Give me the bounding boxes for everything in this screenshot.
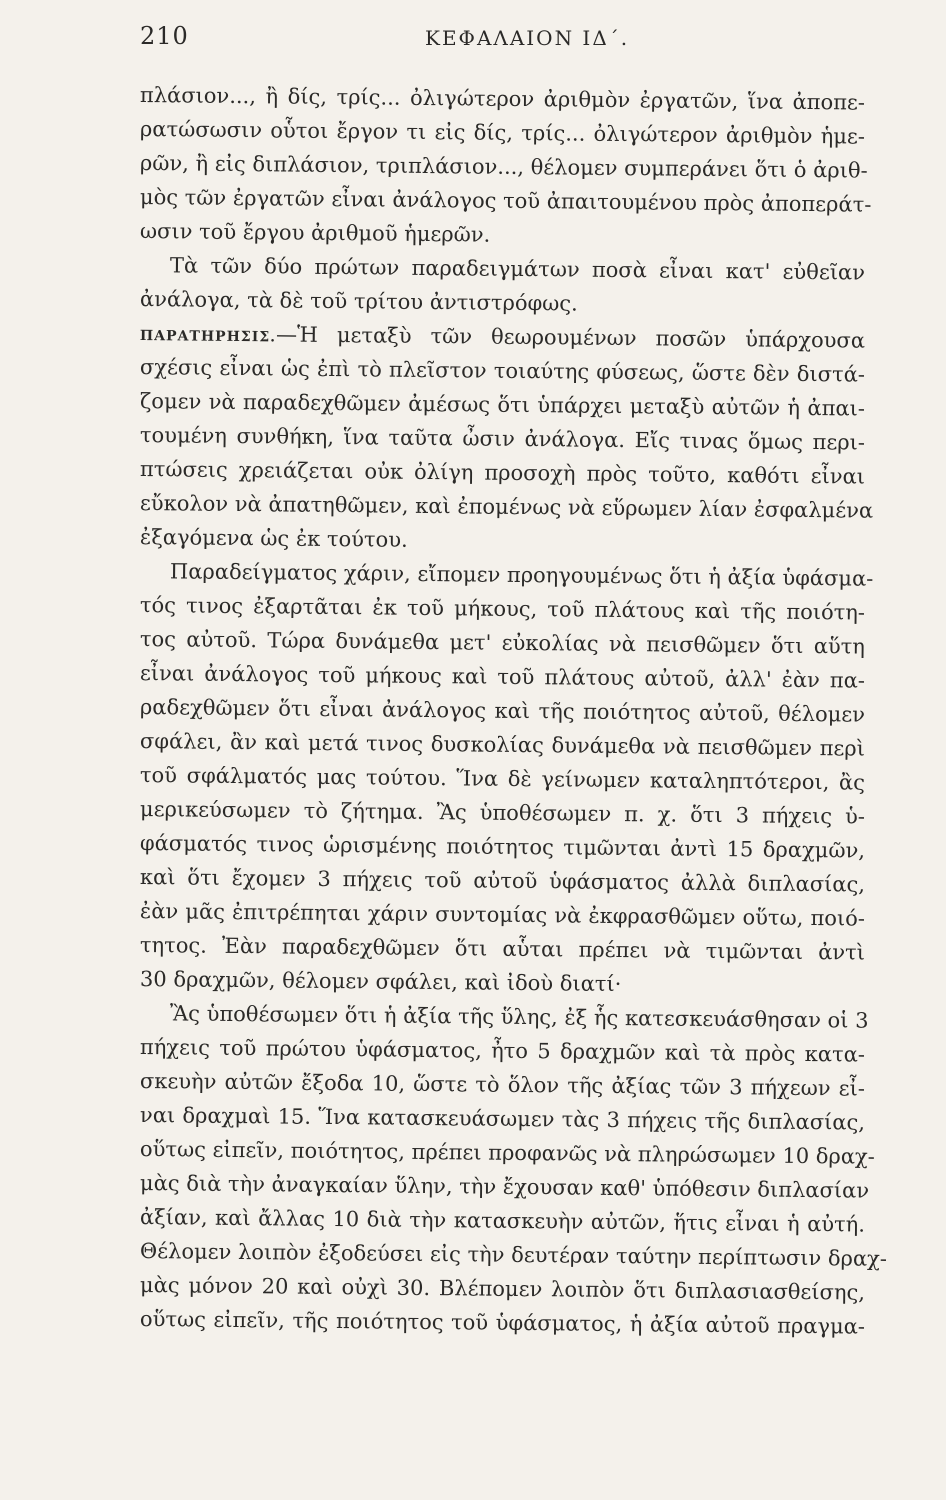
text-line: ἀνάλογα, τὰ δὲ τοῦ τρίτου ἀντιστρόφως. <box>139 287 578 316</box>
text-line: μὸς τῶν ἐργατῶν εἶναι ἀνάλογος τοῦ ἀπαιτουμένου πρὸς ἀποπεράτ- <box>139 185 872 217</box>
remark-line: ΠΑΡΑΤΗΡΗΣΙΣ.—Ἡ μεταξὺ τῶν θεωρουμένων ποσῶν ὑπάρχουσα <box>139 322 866 353</box>
text-line: σκευὴν αὐτῶν ἔξοδα 10, ὥστε τὸ ὅλον τῆς ἀξίας τῶν 3 πήχεων εἶ- <box>139 1069 866 1101</box>
text-line: μὰς διὰ τὴν ἀναγκαίαν ὕλην, τὴν ἔχουσαν καθ' ὑπόθεσιν διπλασίαν <box>139 1171 870 1203</box>
text-line: 30 δραχμῶν, θέλομεν σφάλει, καὶ ἰδοὺ διατί· <box>139 967 622 997</box>
body-text <box>139 78 888 1339</box>
text-line: ραδεχθῶμεν ὅτι εἶναι ἀνάλογος καὶ τῆς ποιότητος αὐτοῦ, θέλομεν <box>139 695 866 727</box>
text-line: σχέσις εἶναι ὡς ἐπὶ τὸ πλεῖστον τοιαύτης φύσεως, ὥστε δὲν διστά- <box>139 355 866 387</box>
text-line: Τὰ τῶν δύο πρώτων παραδειγμάτων ποσὰ εἶναι κατ' εὐθεῖαν <box>169 253 866 285</box>
text-line: εἶναι ἀνάλογος τοῦ μήκους καὶ τοῦ πλάτους αὐτοῦ, ἀλλ' ἐὰν πα- <box>139 661 866 693</box>
text-line: ωσιν τοῦ ἔργου ἀριθμοῦ ἡμερῶν. <box>139 219 491 247</box>
text-line: ἐὰν μᾶς ἐπιτρέπηται χάριν συντομίας νὰ ἐκφρασθῶμεν οὕτω, ποιό- <box>139 899 866 931</box>
text-line: Θέλομεν λοιπὸν ἐξοδεύσει εἰς τὴν δευτέραν ταύτην περίπτωσιν δραχ- <box>139 1239 888 1271</box>
text-line: πτώσεις χρειάζεται οὐκ ὀλίγη προσοχὴ πρὸς τοῦτο, καθότι εἶναι <box>139 457 866 489</box>
remark-text: Ἡ μεταξὺ τῶν θεωρουμένων ποσῶν ὑπάρχουσα <box>296 322 866 353</box>
text-line: ζομεν νὰ παραδεχθῶμεν ἀμέσως ὅτι ὑπάρχει μεταξὺ αὐτῶν ἡ ἀπαι- <box>139 389 866 421</box>
text-line: τητος. Ἐὰν παραδεχθῶμεν ὅτι αὗται πρέπει νὰ τιμῶνται ἀντὶ <box>139 933 866 965</box>
text-line: τός τινος ἐξαρτᾶται ἐκ τοῦ μήκους, τοῦ πλάτους καὶ τῆς ποιότη- <box>139 593 866 625</box>
text-line: καὶ ὅτι ἔχομεν 3 πήχεις τοῦ αὐτοῦ ὑφάσματος ἀλλὰ διπλασίας, <box>139 865 866 897</box>
text-line: ἐξαγόμενα ὡς ἐκ τούτου. <box>139 525 408 552</box>
text-line: σφάλει, ἂν καὶ μετά τινος δυσκολίας δυνάμεθα νὰ πεισθῶμεν περὶ <box>139 729 866 761</box>
text-line: ναι δραχμαὶ 15. Ἵνα κατασκευάσωμεν τὰς 3 πήχεις τῆς διπλασίας, <box>139 1103 866 1135</box>
text-line: Παραδείγματος χάριν, εἴπομεν προηγουμένως ὅτι ἡ ἀξία ὑφάσμα- <box>169 559 874 591</box>
text-line: οὕτως εἰπεῖν, ποιότητος, πρέπει προφανῶς νὰ πληρώσωμεν 10 δραχ- <box>139 1137 875 1169</box>
text-line: ἀξίαν, καὶ ἄλλας 10 διὰ τὴν κατασκευὴν αὐτῶν, ἥτις εἶναι ἡ αὐτή. <box>139 1205 866 1237</box>
text-line: ρατώσωσιν οὗτοι ἔργον τι εἰς δίς, τρίς... ὀλιγώτερον ἀριθμὸν ἡμε- <box>139 117 866 149</box>
text-line: τοῦ σφάλματός μας τούτου. Ἵνα δὲ γείνωμεν καταληπτότεροι, ἂς <box>139 763 866 795</box>
text-line: Ἂς ὑποθέσωμεν ὅτι ἡ ἀξία τῆς ὕλης, ἐξ ἧς κατεσκευάσθησαν οἱ 3 <box>169 1001 869 1033</box>
running-head: ΚΕΦΑΛΑΙΟΝ ΙΔ΄. <box>425 26 630 50</box>
text-line: οὕτως εἰπεῖν, τῆς ποιότητος τοῦ ὑφάσματος, ἡ ἀξία αὐτοῦ πραγμα- <box>139 1307 866 1339</box>
page-number: 210 <box>140 22 189 50</box>
remark-label: ΠΑΡΑΤΗΡΗΣΙΣ. <box>139 328 277 346</box>
page-header <box>140 22 860 62</box>
text-line: εὔκολον νὰ ἀπατηθῶμεν, καὶ ἐπομένως νὰ εὕρωμεν λίαν ἐσφαλμένα <box>139 491 874 523</box>
text-line: φάσματός τινος ὡρισμένης ποιότητος τιμῶνται ἀντὶ 15 δραχμῶν, <box>139 831 866 863</box>
text-line: μερικεύσωμεν τὸ ζήτημα. Ἂς ὑποθέσωμεν π. χ. ὅτι 3 πήχεις ὑ- <box>139 797 866 829</box>
text-line: τουμένη συνθήκη, ἵνα ταῦτα ὦσιν ἀνάλογα. Εἴς τινας ὅμως περι- <box>139 423 866 455</box>
text-line: πήχεις τοῦ πρώτου ὑφάσματος, ἦτο 5 δραχμῶν καὶ τὰ πρὸς κατα- <box>139 1035 866 1067</box>
text-line: ρῶν, ἢ εἰς διπλάσιον, τριπλάσιον..., θέλομεν συμπεράνει ὅτι ὁ ἀριθ- <box>139 151 868 183</box>
text-line: πλάσιον..., ἢ δίς, τρίς... ὀλιγώτερον ἀριθμὸν ἐργατῶν, ἵνα ἀποπε- <box>139 83 866 115</box>
text-line: τος αὐτοῦ. Τώρα δυνάμεθα μετ' εὐκολίας νὰ πεισθῶμεν ὅτι αὕτη <box>139 627 866 659</box>
text-line: μὰς μόνον 20 καὶ οὐχὶ 30. Βλέπομεν λοιπὸν ὅτι διπλασιασθείσης, <box>139 1273 866 1305</box>
